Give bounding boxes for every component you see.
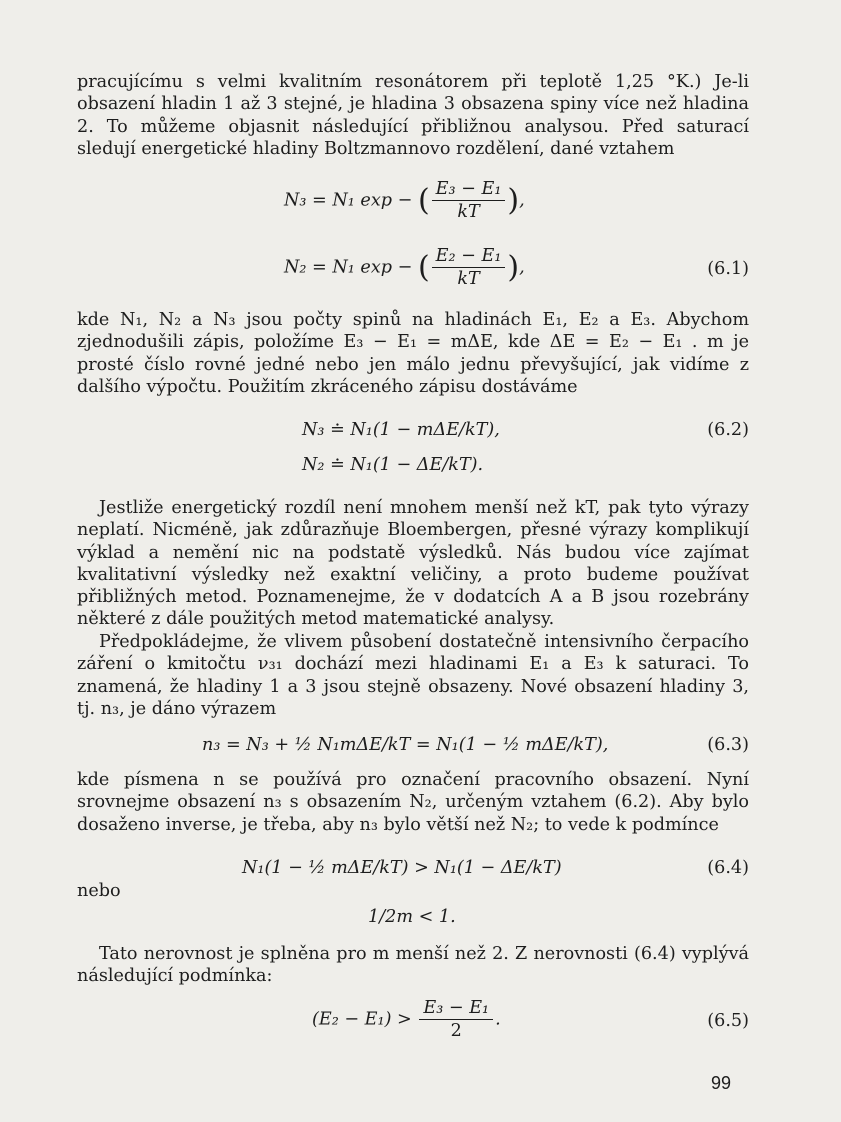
fraction-denominator: 2 [450, 1021, 462, 1041]
equation-6-3 [77, 735, 749, 765]
page-number: 99 [711, 1073, 732, 1093]
paragraph-remark: Jestliže energetický rozdíl není mnohem menší než kT, pak tyto výrazy neplatí. Nicméně, jak zdůrazňuje Bloembergen, přesné výrazy komplikují výklad a nemění nic na podstatě výsledků. Nás budou více zajímat kvalitativní výsledky než exaktní veličiny, a proto budeme používat přibližných metod. Poznamenejme, že v dodatcích A a B jsou rozebrány některé z dále použitých metod matematické analysy. [77, 498, 749, 630]
eq-6-4: N₁(1 − ½ mΔE/kT) > N₁(1 − ΔE/kT) [242, 858, 562, 878]
paren-right-icon: ) [507, 250, 520, 285]
paragraph-intro: pracujícímu s velmi kvalitním resonátorem při teplotě 1,25 °K.) Je-li obsazení hladin 1 až 3 stejné, je hladina 3 obsazena spiny více než hladina 2. To můžeme objasnit následující přibližnou analysou. Před saturací sledují energetické hladiny Boltzmannovo rozdělení, dané vztahem [77, 72, 749, 159]
fraction-numerator: E₃ − E₁ [432, 178, 506, 201]
equation-6-1-second: N₂ = N₁ exp − ( $\frac{\text{E₂ − E₁}}{kT}$ ), (6.1) [284, 246, 749, 289]
fraction [432, 245, 506, 290]
word-nebo: nebo [77, 881, 121, 901]
paren-right-icon: ) [507, 183, 520, 218]
eq-6-2a: N₃ ≐ N₁(1 − mΔE/kT), [302, 420, 500, 440]
equation-6-5: (E₂ − E₁) > $\frac{\text{E₃ − E₁}}{2}$ . (6.5) [312, 998, 749, 1041]
fraction [419, 997, 493, 1042]
eq-6-5-left: (E₂ − E₁) > [312, 1009, 412, 1030]
paren-left-icon: ( [417, 183, 430, 218]
equation-number-6-3: (6.3) [707, 735, 749, 755]
equation-6-2-second [77, 455, 749, 485]
equation-6-1-first: N₃ = N₁ exp − ( $\frac{\text{E₃ − E₁}}{kT}$ ), [284, 179, 525, 222]
eq-6-4b: 1/2m < 1. [368, 907, 456, 927]
paragraph-comparison: kde písmena n se používá pro označení pracovního obsazení. Nyní srovnejme obsazení n₃ s obsazením N₂, určeným vztahem (6.2). Aby bylo dosaženo inverse, je třeba, aby n₃ bylo větší než N₂; to vede k podmínce [77, 770, 749, 835]
fraction [432, 178, 506, 223]
fraction-numerator: E₃ − E₁ [419, 997, 493, 1020]
fraction-numerator: E₂ − E₁ [432, 245, 506, 268]
fraction-denominator: kT [457, 202, 480, 222]
eq-6-1b-left: N₂ = N₁ exp − [284, 257, 413, 278]
eq-6-1a-left: N₃ = N₁ exp − [284, 190, 413, 211]
equation-6-4-consequence [77, 907, 749, 937]
paragraph-saturation: Předpokládejme, že vlivem působení dostatečně intensivního čerpacího záření o kmitočtu ν₃₁ dochází mezi hladinami E₁ a E₃ k saturaci. To znamená, že hladiny 1 a 3 jsou stejně obsazeny. Nové obsazení hladiny 3, tj. n₃, je dáno výrazem [77, 632, 749, 719]
equation-number-6-1: (6.1) [707, 259, 749, 279]
eq-6-3: n₃ = N₃ + ½ N₁mΔE/kT = N₁(1 − ½ mΔE/kT), [202, 735, 609, 755]
paragraph-condition: Tato nerovnost je splněna pro m menší než 2. Z nerovnosti (6.4) vyplývá následující podmínka: [77, 944, 749, 987]
equation-number-6-2: (6.2) [707, 420, 749, 440]
equation-6-2-first [77, 420, 749, 450]
eq-6-2b: N₂ ≐ N₁(1 − ΔE/kT). [302, 455, 484, 475]
paragraph-definitions: kde N₁, N₂ a N₃ jsou počty spinů na hladinách E₁, E₂ a E₃. Abychom zjednodušili zápis, položíme E₃ − E₁ = mΔE, kde ΔE = E₂ − E₁ . m je prosté číslo rovné jedné nebo jen málo jednu převyšující, jak vidíme z dalšího výpočtu. Použitím zkráceného zápisu dostáváme [77, 310, 749, 397]
paren-left-icon: ( [417, 250, 430, 285]
equation-number-6-4: (6.4) [707, 858, 749, 878]
equation-number-6-5: (6.5) [707, 1011, 749, 1031]
fraction-denominator: kT [457, 269, 480, 289]
